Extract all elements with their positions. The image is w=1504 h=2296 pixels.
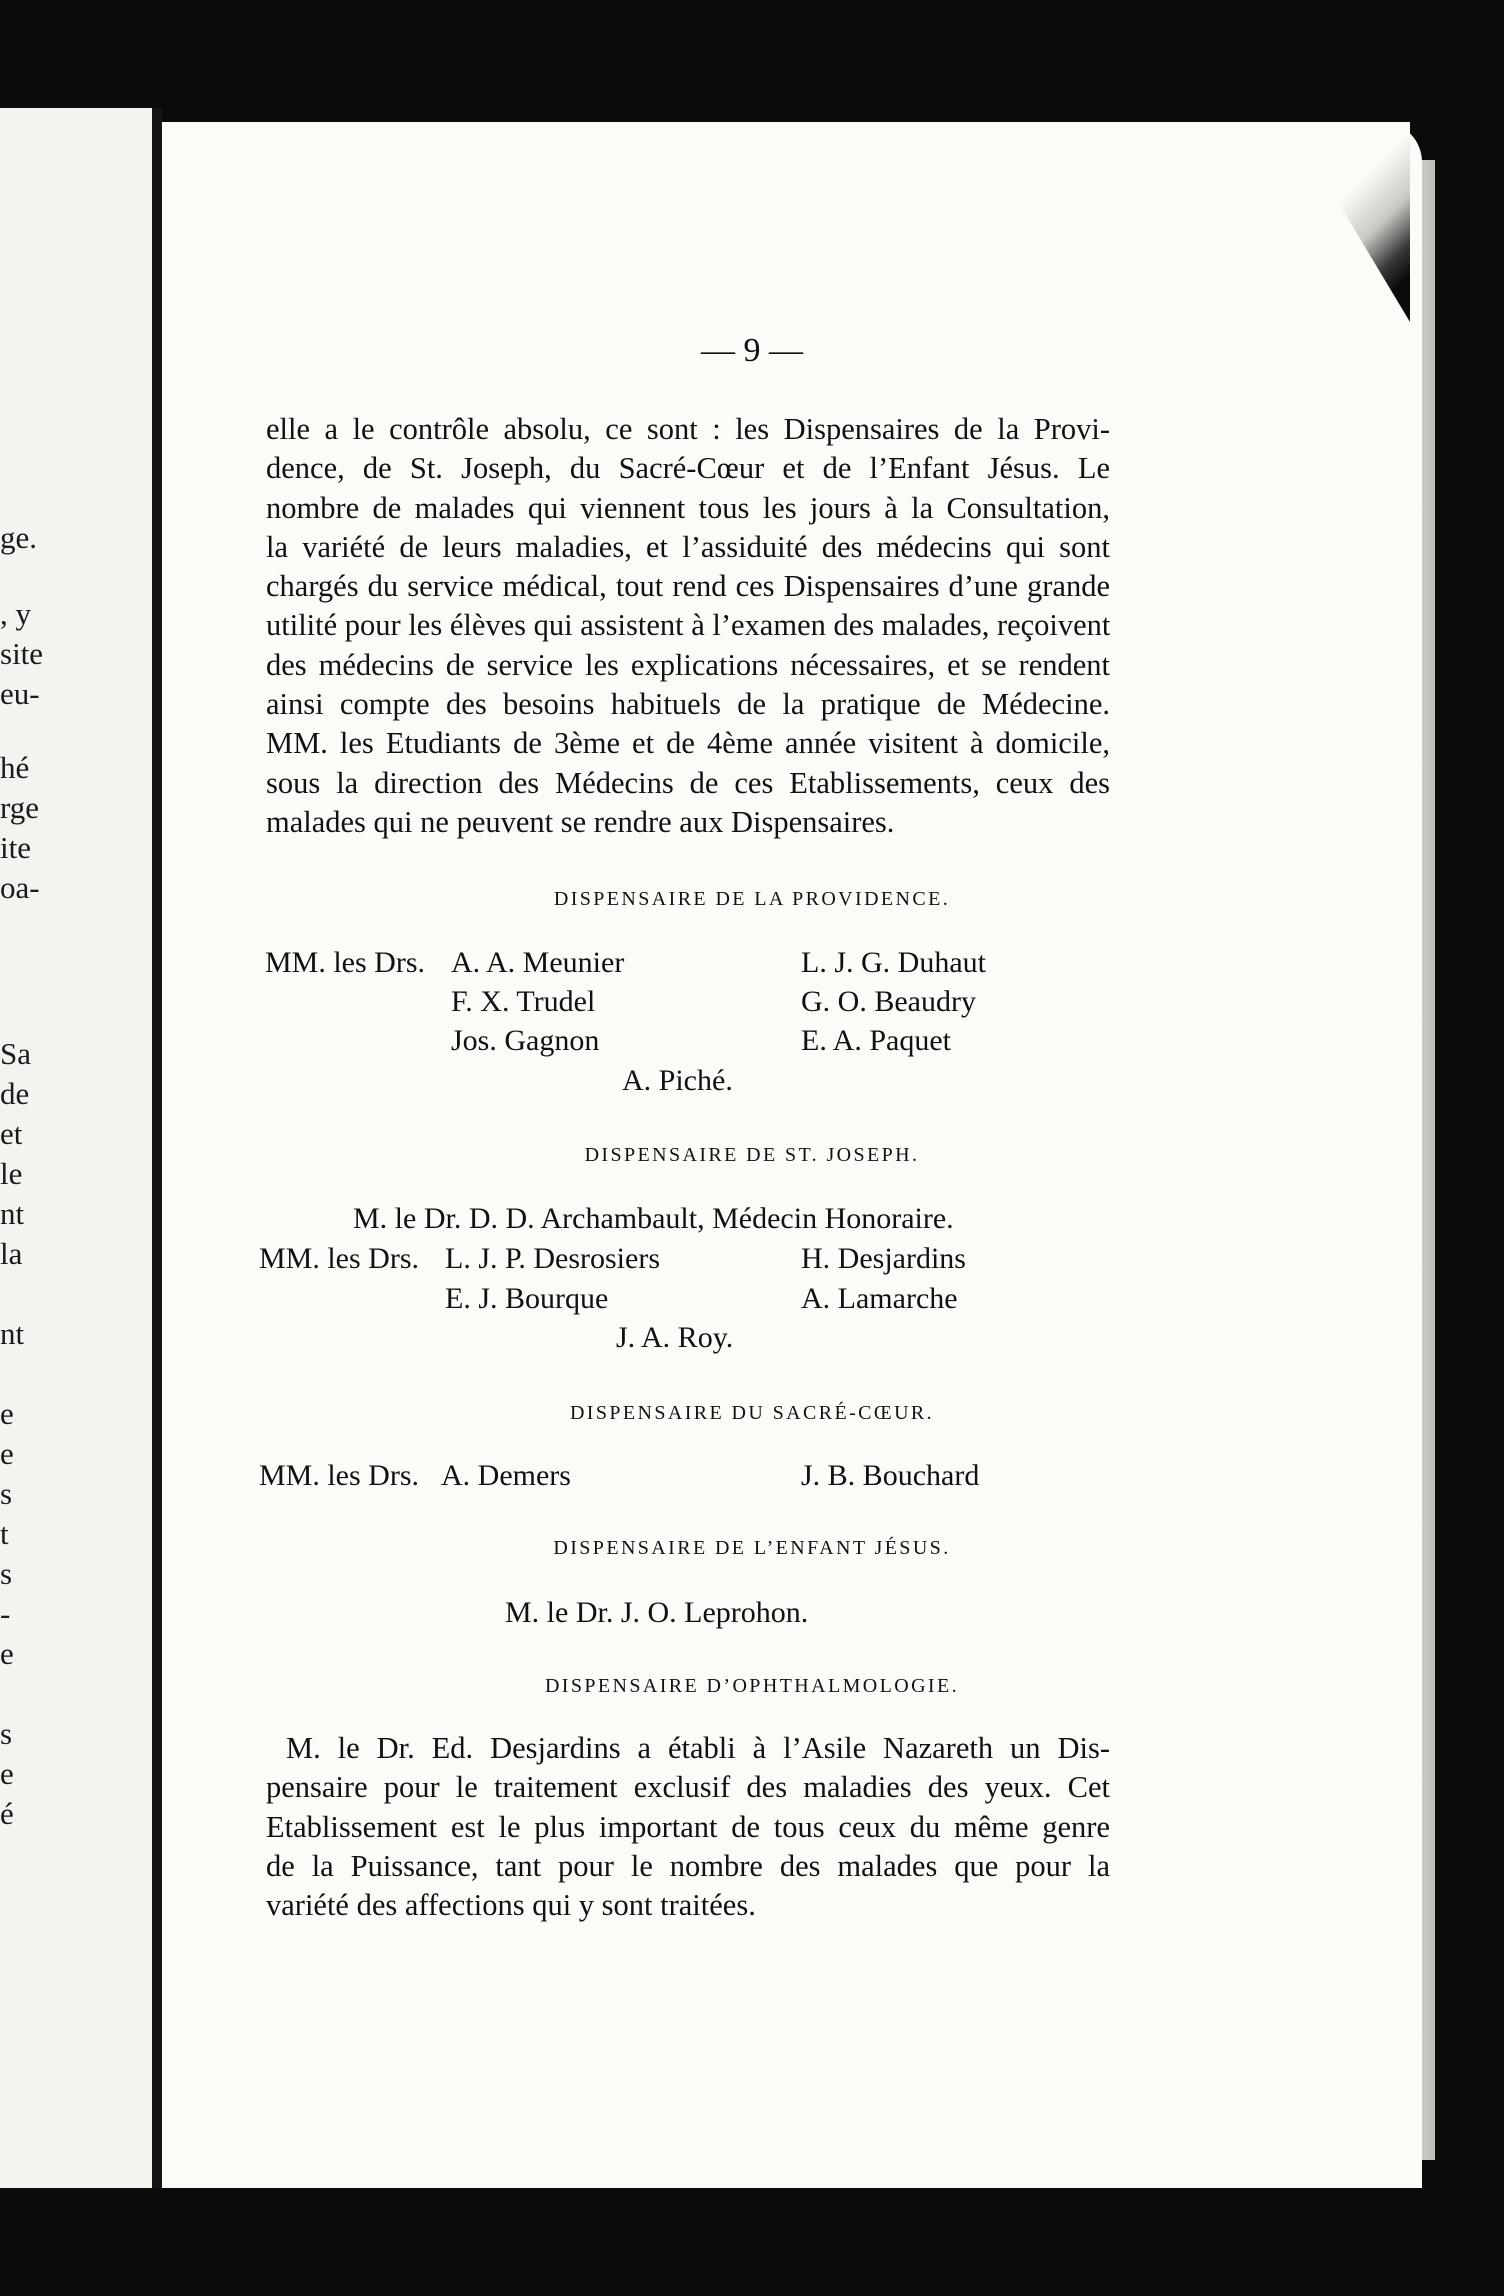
doctor-name: A. Demers <box>441 1459 571 1492</box>
text-line: sous la direction des Médecins de ces Etablissements, ceux des <box>266 765 1110 800</box>
section-heading-providence: DISPENSAIRE DE LA PROVIDENCE. <box>553 888 951 910</box>
section-heading-st-joseph: DISPENSAIRE DE ST. JOSEPH. <box>584 1144 920 1166</box>
doctor-name: L. J. P. Desrosiers <box>445 1242 660 1275</box>
doctor-name: Jos. Gagnon <box>451 1024 600 1057</box>
doctors-prefix: MM. les Drs. <box>259 1459 420 1492</box>
section-heading-sacre-coeur: DISPENSAIRE DU SACRÉ-CŒUR. <box>569 1402 935 1424</box>
prev-fragment: rge <box>0 790 40 825</box>
text-line: Etablissement est le plus important de tous ceux du même genre <box>266 1809 1110 1844</box>
text-line: malades qui ne peuvent se rendre aux Dispensaires. <box>266 804 895 839</box>
text-line: utilité pour les élèves qui assistent à l’examen des malades, reçoivent <box>266 608 1111 643</box>
prev-fragment: - <box>0 1596 11 1631</box>
prev-fragment: é <box>0 1796 14 1831</box>
doctor-name: F. X. Trudel <box>451 985 596 1018</box>
prev-fragment: s <box>0 1476 13 1511</box>
text-line: dence, de St. Joseph, du Sacré-Cœur et de l’Enfant Jésus. Le <box>266 451 1110 486</box>
honorary-doctor: M. le Dr. D. D. Archambault, Médecin Honoraire. <box>353 1202 954 1235</box>
text-line: MM. les Etudiants de 3ème et de 4ème année visitent à domicile, <box>266 726 1110 761</box>
section-heading-enfant-jesus: DISPENSAIRE DE L’ENFANT JÉSUS. <box>553 1537 951 1559</box>
doctors-prefix: MM. les Drs. <box>259 1242 420 1275</box>
prev-fragment: nt <box>0 1316 25 1351</box>
page-number: — 9 — <box>701 332 803 369</box>
text-line: ainsi compte des besoins habituels de la pratique de Médecine. <box>266 687 1110 722</box>
prev-fragment: ge. <box>0 520 38 555</box>
prev-fragment: oa- <box>0 870 40 905</box>
doctor-name: H. Desjardins <box>801 1242 966 1275</box>
prev-fragment: e <box>0 1756 14 1791</box>
text-line: chargés du service médical, tout rend ces Dispensaires d’une grande <box>266 569 1110 604</box>
doctor-name: E. A. Paquet <box>801 1024 951 1057</box>
prev-fragment: Sa <box>0 1036 31 1071</box>
doctor-name: G. O. Beaudry <box>801 985 976 1018</box>
section-heading-ophthalmologie: DISPENSAIRE D’OPHTHALMOLOGIE. <box>544 1675 960 1697</box>
text-line: pensaire pour le traitement exclusif des maladies des yeux. Cet <box>266 1770 1110 1805</box>
prev-fragment: t <box>0 1516 9 1551</box>
doctor-name: A. A. Meunier <box>451 946 625 979</box>
prev-fragment: e <box>0 1636 14 1671</box>
prev-fragment: s <box>0 1716 13 1751</box>
text-line: M. le Dr. Ed. Desjardins a établi à l’Asile Nazareth un Dis- <box>286 1731 1110 1765</box>
doctor-name: M. le Dr. J. O. Leprohon. <box>505 1596 809 1629</box>
intro-paragraph <box>266 410 1110 842</box>
text-line: la variété de leurs maladies, et l’assiduité des médecins qui sont <box>266 529 1110 564</box>
text-line: nombre de malades qui viennent tous les jours à la Consultation, <box>266 490 1110 525</box>
text-line: variété des affections qui y sont traitées. <box>266 1888 756 1923</box>
prev-fragment: la <box>0 1236 23 1271</box>
doctors-prefix: MM. les Drs. <box>265 946 426 979</box>
doctor-name: J. A. Roy. <box>616 1321 734 1354</box>
prev-fragment: ite <box>0 830 31 865</box>
prev-fragment: eu- <box>0 676 40 711</box>
prev-fragment: hé <box>0 750 30 785</box>
prev-fragment: et <box>0 1116 23 1151</box>
prev-fragment: e <box>0 1436 14 1471</box>
doctor-name: J. B. Bouchard <box>801 1459 980 1492</box>
prev-fragment: nt <box>0 1196 25 1231</box>
text-line: elle a le contrôle absolu, ce sont : les Dispensaires de la Provi- <box>266 412 1110 446</box>
prev-fragment: s <box>0 1556 13 1591</box>
prev-fragment: e <box>0 1396 14 1431</box>
doctor-name: A. Lamarche <box>801 1282 958 1315</box>
prev-fragment: de <box>0 1076 30 1111</box>
prev-fragment: le <box>0 1156 23 1191</box>
prev-fragment: , y <box>0 596 31 631</box>
text-line: de la Puissance, tant pour le nombre des malades que pour la <box>266 1848 1110 1883</box>
doctor-name: A. Piché. <box>622 1064 733 1097</box>
doctor-name: L. J. G. Duhaut <box>801 946 986 979</box>
prev-fragment: site <box>0 636 44 671</box>
ophthalmologie-paragraph <box>266 1729 1110 1925</box>
text-line: des médecins de service les explications nécessaires, et se rendent <box>266 647 1110 682</box>
doctor-name: E. J. Bourque <box>445 1282 609 1315</box>
